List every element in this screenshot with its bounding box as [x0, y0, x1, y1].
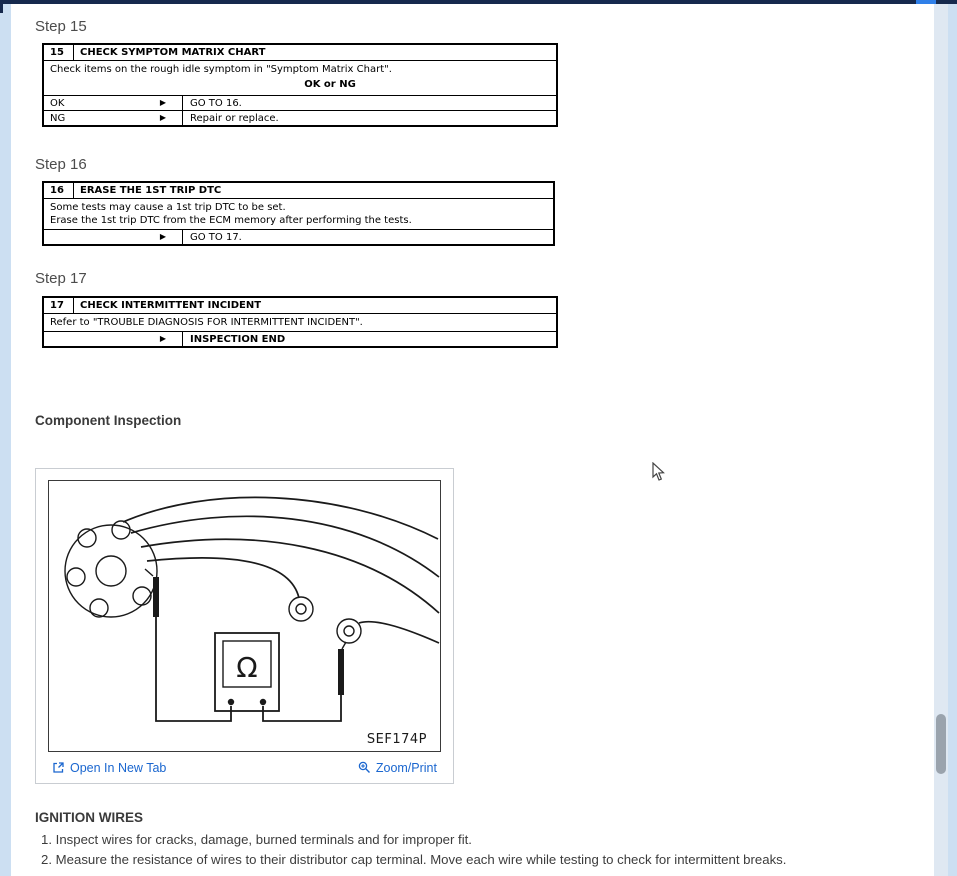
- arrow-icon: ▶: [159, 98, 167, 107]
- step-title-cell: CHECK INTERMITTENT INCIDENT: [80, 300, 262, 311]
- table-header-row: [44, 298, 556, 313]
- step-15-heading: Step 15: [35, 18, 87, 35]
- figure-drawing: [48, 480, 441, 752]
- step-15-table: [42, 43, 558, 127]
- step-number-cell: 15: [44, 45, 74, 60]
- open-in-new-tab-icon: [52, 761, 65, 774]
- body-line: Check items on the rough idle symptom in "Symptom Matrix Chart".: [50, 64, 392, 75]
- zoom-icon: [358, 761, 371, 774]
- result-action: INSPECTION END: [182, 332, 556, 346]
- step-title-cell: ERASE THE 1ST TRIP DTC: [80, 185, 222, 196]
- result-action: GO TO 17.: [182, 230, 553, 244]
- table-row: [44, 331, 556, 346]
- scrollbar-thumb[interactable]: [936, 714, 946, 774]
- zoom-print-link[interactable]: [358, 761, 437, 775]
- step-16-heading: Step 16: [35, 156, 87, 173]
- step-number-cell: 17: [44, 298, 74, 313]
- result-action: Repair or replace.: [182, 111, 556, 125]
- result-label: OK: [50, 98, 65, 109]
- table-row: [44, 110, 556, 125]
- table-header-row: [44, 45, 556, 60]
- top-left-corner: [0, 0, 3, 13]
- mouse-cursor: [652, 462, 666, 487]
- open-in-new-tab-link[interactable]: [52, 761, 166, 775]
- step-16-table: [42, 181, 555, 246]
- arrow-icon: ▶: [159, 113, 167, 122]
- body-line: Refer to "TROUBLE DIAGNOSIS FOR INTERMITTENT INCIDENT".: [50, 317, 363, 328]
- document-content: [11, 4, 934, 876]
- table-body-cell: [44, 60, 556, 95]
- table-row: [44, 229, 553, 244]
- figure-panel: [35, 468, 454, 784]
- table-row: [44, 95, 556, 110]
- ignition-wires-list: [41, 830, 921, 870]
- step-17-heading: Step 17: [35, 270, 87, 287]
- table-body-cell: [44, 198, 553, 229]
- list-item: 1. Inspect wires for cracks, damage, burned terminals and for improper fit.: [41, 832, 472, 847]
- component-inspection-heading: Component Inspection: [35, 413, 182, 428]
- arrow-icon: ▶: [159, 334, 167, 343]
- table-body-cell: [44, 313, 556, 331]
- ignition-wires-diagram: [49, 481, 440, 751]
- result-label: NG: [50, 113, 66, 124]
- arrow-icon: ▶: [159, 232, 167, 241]
- step-number-cell: 16: [44, 183, 74, 198]
- step-17-table: [42, 296, 558, 348]
- result-label: [44, 230, 144, 244]
- open-in-new-tab-label: Open In New Tab: [70, 760, 167, 775]
- ohm-symbol: Ω: [236, 651, 258, 684]
- result-action: GO TO 16.: [182, 96, 556, 110]
- zoom-print-label: Zoom/Print: [375, 760, 437, 775]
- ignition-wires-heading: IGNITION WIRES: [35, 810, 143, 825]
- step-title-cell: CHECK SYMPTOM MATRIX CHART: [80, 47, 266, 58]
- table-header-row: [44, 183, 553, 198]
- list-item: 2. Measure the resistance of wires to their distributor cap terminal. Move each wire while testing to check for intermittent breaks.: [41, 852, 787, 867]
- body-line: Erase the 1st trip DTC from the ECM memory after performing the tests.: [50, 215, 412, 226]
- figure-panel-footer: [48, 752, 441, 783]
- body-line: Some tests may cause a 1st trip DTC to be set.: [50, 202, 286, 213]
- figure-label: SEF174P: [366, 732, 427, 747]
- ok-ng-label: OK or NG: [304, 79, 356, 90]
- result-label: [44, 332, 144, 346]
